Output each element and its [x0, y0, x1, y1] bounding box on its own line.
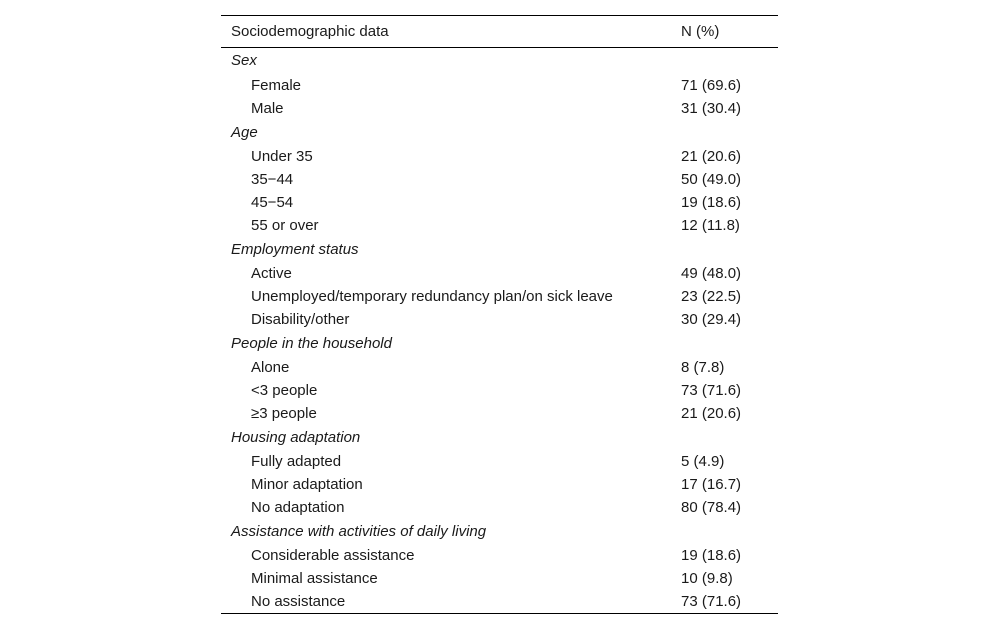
sociodemographic-table-container	[221, 15, 778, 614]
table-row	[221, 285, 778, 308]
row-value: 21 (20.6)	[681, 405, 742, 422]
row-value: 10 (9.8)	[681, 570, 733, 587]
row-value: 50 (49.0)	[681, 171, 742, 188]
row-label: 55 or over	[251, 217, 319, 234]
row-label: No adaptation	[251, 499, 345, 516]
table-row	[221, 590, 778, 614]
table-row	[221, 308, 778, 331]
table-row	[221, 214, 778, 237]
row-label: <3 people	[251, 382, 318, 399]
header-sociodemographic-data: Sociodemographic data	[231, 23, 389, 40]
row-value: 19 (18.6)	[681, 547, 742, 564]
row-value: 5 (4.9)	[681, 453, 725, 470]
row-value: 21 (20.6)	[681, 148, 742, 165]
header-row	[221, 16, 778, 48]
row-value: 31 (30.4)	[681, 100, 742, 117]
group-header-row	[221, 331, 778, 356]
row-value: 19 (18.6)	[681, 194, 742, 211]
group-title: Employment status	[231, 241, 359, 258]
row-label: Male	[251, 100, 284, 117]
group-header-row	[221, 48, 778, 75]
row-label: Female	[251, 77, 302, 94]
table-row	[221, 450, 778, 473]
header-n-percent: N (%)	[681, 23, 720, 40]
row-value: 71 (69.6)	[681, 77, 742, 94]
group-header-row	[221, 237, 778, 262]
group-header-row	[221, 120, 778, 145]
table-row	[221, 145, 778, 168]
row-label: Alone	[251, 359, 290, 376]
table-row	[221, 356, 778, 379]
table-row	[221, 402, 778, 425]
table-row	[221, 496, 778, 519]
table-row	[221, 473, 778, 496]
row-label: Minimal assistance	[251, 570, 378, 587]
row-value: 73 (71.6)	[681, 382, 742, 399]
row-value: 30 (29.4)	[681, 311, 742, 328]
group-header-row	[221, 519, 778, 544]
group-title: Age	[231, 124, 258, 141]
table-row	[221, 379, 778, 402]
table-row	[221, 74, 778, 97]
row-value: 12 (11.8)	[681, 217, 740, 234]
table-row	[221, 544, 778, 567]
group-header-row	[221, 425, 778, 450]
table-row	[221, 567, 778, 590]
group-title: People in the household	[231, 335, 392, 352]
row-label: Under 35	[251, 148, 313, 165]
table-row	[221, 168, 778, 191]
row-label: No assistance	[251, 593, 346, 610]
row-label: 35−44	[251, 171, 294, 188]
sociodemographic-table	[221, 15, 778, 614]
row-label: Minor adaptation	[251, 476, 363, 493]
table-body	[221, 48, 778, 614]
row-value: 8 (7.8)	[681, 359, 725, 376]
row-label: Disability/other	[251, 311, 350, 328]
table-row	[221, 191, 778, 214]
table-row	[221, 262, 778, 285]
row-value: 49 (48.0)	[681, 265, 742, 282]
row-value: 17 (16.7)	[681, 476, 742, 493]
row-label: Active	[251, 265, 292, 282]
row-label: ≥3 people	[251, 405, 317, 422]
row-value: 73 (71.6)	[681, 593, 742, 610]
row-label: Fully adapted	[251, 453, 342, 470]
row-label: 45−54	[251, 194, 294, 211]
table-header	[221, 16, 778, 48]
row-value: 23 (22.5)	[681, 288, 742, 305]
group-title: Housing adaptation	[231, 429, 361, 446]
group-title: Sex	[231, 52, 257, 69]
row-value: 80 (78.4)	[681, 499, 742, 516]
row-label: Considerable assistance	[251, 547, 415, 564]
group-title: Assistance with activities of daily living	[231, 523, 487, 540]
row-label: Unemployed/temporary redundancy plan/on sick leave	[251, 288, 613, 305]
table-row	[221, 97, 778, 120]
